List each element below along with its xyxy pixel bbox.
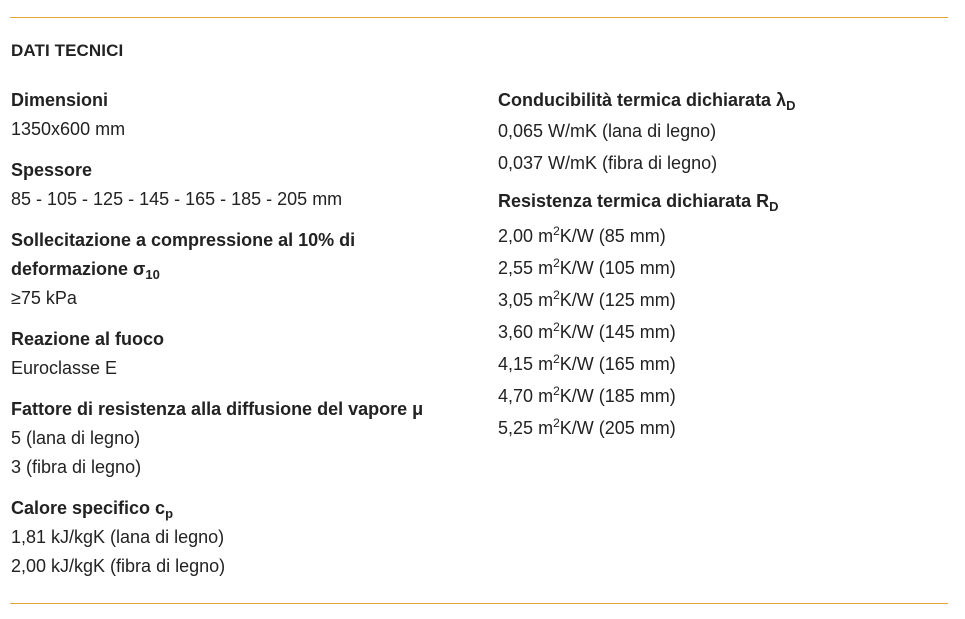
resistance-value: 2,55 — [498, 258, 534, 278]
spec-label: Spessore — [11, 160, 93, 180]
spec-label-subscript: D — [786, 98, 796, 113]
spec-label-subscript: D — [769, 199, 779, 214]
unit-suffix: K/W — [559, 290, 594, 310]
resistance-value: 5,25 — [498, 418, 534, 438]
spec-value: 0,037 W/mK (fibra di legno) — [498, 153, 718, 173]
thickness-note: (105 mm) — [598, 258, 676, 278]
unit-prefix: m — [538, 418, 554, 438]
thickness-note: (125 mm) — [598, 290, 676, 310]
top-divider — [10, 17, 948, 18]
spec-label: Fattore di resistenza alla diffusione del vapore μ — [11, 399, 424, 419]
spec-dimensioni — [11, 86, 481, 144]
unit-superscript: 2 — [553, 320, 560, 334]
left-column — [11, 86, 481, 593]
resistance-value: 3,60 — [498, 322, 534, 342]
resistance-row — [498, 316, 938, 348]
spec-label-line2: deformazione σ — [11, 259, 146, 279]
unit-superscript: 2 — [553, 288, 560, 302]
thickness-note: (145 mm) — [598, 322, 676, 342]
unit-prefix: m — [538, 322, 554, 342]
bottom-divider — [10, 603, 948, 604]
spec-value: ≥75 kPa — [11, 288, 77, 308]
unit-suffix: K/W — [559, 258, 594, 278]
spec-value: Euroclasse E — [11, 358, 118, 378]
spec-label — [498, 187, 938, 216]
spec-label: Reazione al fuoco — [11, 329, 165, 349]
right-column — [498, 86, 938, 456]
spec-conducibilita — [498, 86, 938, 179]
thickness-note: (185 mm) — [598, 386, 676, 406]
spec-reazione-fuoco — [11, 325, 481, 383]
spec-value: 1,81 kJ/kgK (lana di legno) — [11, 527, 225, 547]
spec-value: 5 (lana di legno) — [11, 428, 141, 448]
resistance-row — [498, 348, 938, 380]
resistance-list — [498, 220, 938, 444]
unit-suffix: K/W — [559, 354, 594, 374]
resistance-row — [498, 380, 938, 412]
spec-label — [11, 226, 481, 284]
unit-prefix: m — [538, 290, 554, 310]
spec-label — [11, 494, 481, 523]
unit-prefix: m — [538, 258, 554, 278]
unit-superscript: 2 — [553, 384, 560, 398]
spec-label-line1: Sollecitazione a compressione al 10% di — [11, 230, 356, 250]
unit-prefix: m — [538, 354, 554, 374]
unit-suffix: K/W — [559, 418, 594, 438]
unit-superscript: 2 — [553, 224, 560, 238]
spec-value: 0,065 W/mK (lana di legno) — [498, 121, 717, 141]
resistance-value: 4,15 — [498, 354, 534, 374]
spec-label-text: Conducibilità termica dichiarata λ — [498, 90, 787, 110]
unit-prefix: m — [538, 386, 554, 406]
spec-value: 3 (fibra di legno) — [11, 457, 142, 477]
unit-superscript: 2 — [553, 352, 560, 366]
resistance-row — [498, 412, 938, 444]
spec-label-subscript: p — [165, 506, 174, 521]
spec-value: 2,00 kJ/kgK (fibra di legno) — [11, 556, 226, 576]
thickness-note: (85 mm) — [598, 226, 666, 246]
resistance-row — [498, 220, 938, 252]
spec-value: 1350x600 mm — [11, 119, 126, 139]
thickness-note: (205 mm) — [598, 418, 676, 438]
unit-prefix: m — [538, 226, 554, 246]
spec-calore-specifico — [11, 494, 481, 581]
resistance-row — [498, 252, 938, 284]
resistance-value: 4,70 — [498, 386, 534, 406]
unit-suffix: K/W — [559, 386, 594, 406]
thickness-note: (165 mm) — [598, 354, 676, 374]
resistance-value: 3,05 — [498, 290, 534, 310]
spec-diffusione-vapore — [11, 395, 481, 482]
resistance-value: 2,00 — [498, 226, 534, 246]
resistance-row — [498, 284, 938, 316]
spec-label-text: Calore specifico c — [11, 498, 166, 518]
section-title: DATI TECNICI — [11, 41, 124, 60]
spec-resistenza-termica — [498, 187, 938, 444]
spec-compressione — [11, 226, 481, 313]
spec-label — [498, 86, 938, 115]
unit-suffix: K/W — [559, 226, 594, 246]
unit-superscript: 2 — [553, 256, 560, 270]
spec-label-subscript: 10 — [145, 267, 160, 282]
unit-suffix: K/W — [559, 322, 594, 342]
spec-label: Dimensioni — [11, 90, 109, 110]
spec-value: 85 - 105 - 125 - 145 - 165 - 185 - 205 mm — [11, 189, 343, 209]
spec-spessore — [11, 156, 481, 214]
spec-label-text: Resistenza termica dichiarata R — [498, 191, 770, 211]
unit-superscript: 2 — [553, 416, 560, 430]
